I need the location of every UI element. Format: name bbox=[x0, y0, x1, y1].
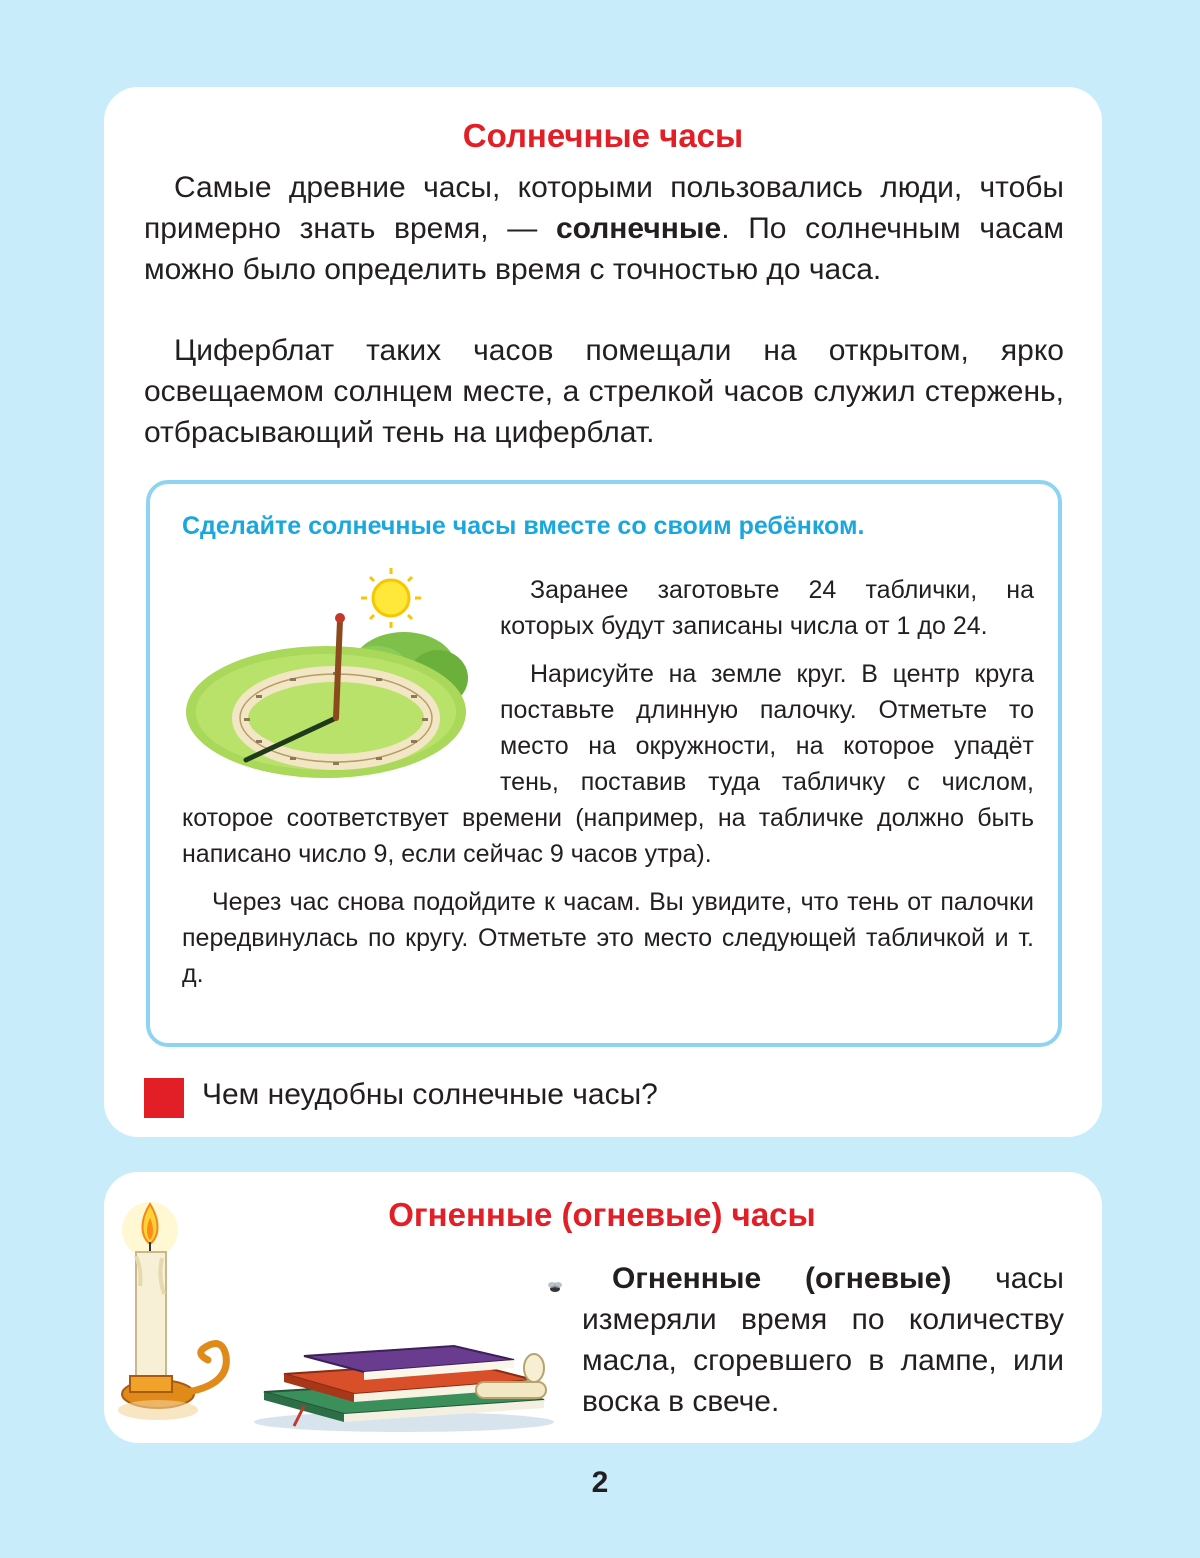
fire-clock-text: часы измеряли время по количеству масла, сгоревшего в лампе, или воска в свече. bbox=[582, 1262, 1064, 1418]
activity-step-2: Нарисуйте на земле круг. В центр круга поставьте длинную палочку. Отметьте то место на окружности, на которое упадёт тень, поставив туда табличку с числом, которое соответствует времени (например, на табличке должно быть написано число 9, если сейчас 9 часов утра). bbox=[182, 660, 1034, 868]
books-illustration bbox=[244, 1322, 564, 1434]
illustration-spacer bbox=[182, 572, 500, 788]
fire-clock-bold: Огненные (огневые) bbox=[612, 1262, 952, 1295]
intro-bold-word: солнечные bbox=[555, 212, 722, 245]
question-marker-icon bbox=[144, 1078, 184, 1118]
intro-text-start: Самые древние часы, которыми пользовались люди, чтобы примерно знать время, — bbox=[144, 171, 1064, 245]
intro-text-end: . По солнечным часам можно было определить время с точностью до часа. bbox=[144, 212, 1064, 286]
activity-step-3: Через час снова подойдите к часам. Вы увидите, что тень от палочки передвинулась по кругу. Отметьте это место следующей табличкой и т. д. bbox=[182, 888, 1034, 988]
section-title-fire: Огненные (огневые) часы bbox=[388, 1196, 816, 1233]
activity-text bbox=[182, 572, 1034, 1004]
paragraph-fire-clock bbox=[582, 1258, 1064, 1422]
question-text: Чем неудобны солнечные часы? bbox=[202, 1078, 658, 1111]
fly-illustration bbox=[544, 1280, 566, 1296]
paragraph-intro bbox=[144, 167, 1064, 290]
paragraph-dial: Циферблат таких часов помещали на открытом, ярко освещаемом солнцем месте, а стрелкой часов служил стержень, отбрасывающий тень на циферблат. bbox=[144, 334, 1064, 449]
sundial-card bbox=[104, 87, 1102, 1137]
question-row bbox=[144, 1072, 658, 1118]
candle-illustration bbox=[118, 1196, 238, 1428]
activity-step-1: Заранее заготовьте 24 таблички, на которых будут записаны числа от 1 до 24. bbox=[500, 576, 1034, 640]
activity-heading: Сделайте солнечные часы вместе со своим ребёнком. bbox=[182, 512, 865, 540]
fire-clock-card bbox=[104, 1172, 1102, 1443]
page-number: 2 bbox=[591, 1466, 609, 1499]
section-title-sundial: Солнечные часы bbox=[462, 117, 744, 154]
activity-box bbox=[146, 480, 1062, 1047]
